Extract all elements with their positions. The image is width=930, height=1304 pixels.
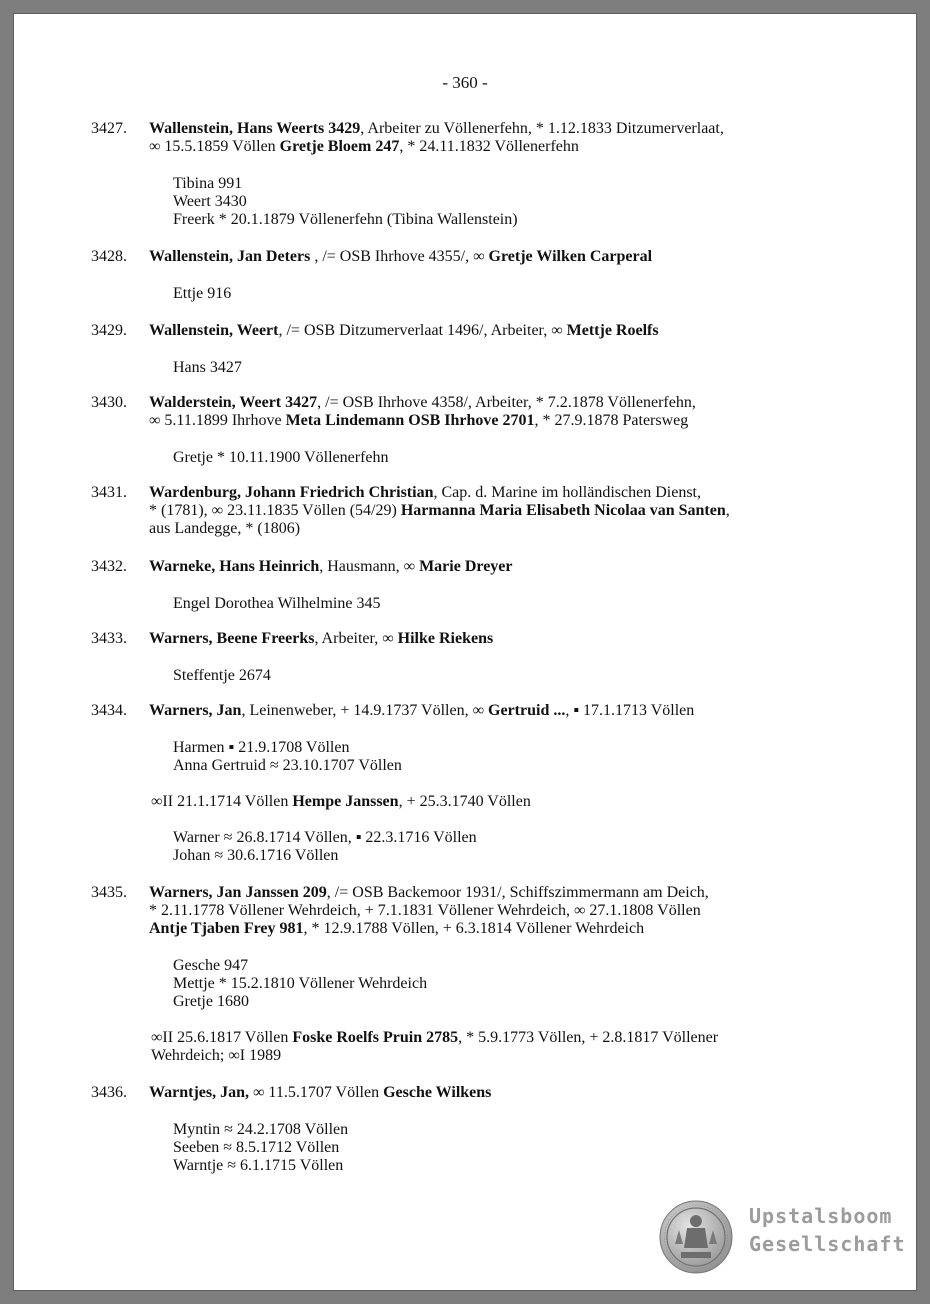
text-line <box>173 993 852 1011</box>
text-line <box>149 1084 852 1102</box>
name-bold: Gretje Bloem 247 <box>279 138 400 155</box>
text-segment: Weert 3430 <box>173 193 247 210</box>
text-line <box>173 1121 852 1139</box>
text-line <box>149 702 852 720</box>
name-bold: Warners, Jan <box>149 702 242 719</box>
entry-3427 <box>91 120 852 228</box>
text-segment: ∞II 25.6.1817 Völlen <box>151 1029 293 1046</box>
text-segment: Gretje * 10.11.1900 Völlenerfehn <box>173 449 389 466</box>
text-line <box>151 1047 852 1065</box>
entry-number: 3433. <box>91 630 127 647</box>
text-line <box>173 975 852 993</box>
entry-number: 3429. <box>91 322 127 339</box>
text-line <box>173 829 852 847</box>
name-bold: Foske Roelfs Pruin 2785 <box>292 1029 459 1046</box>
child-list <box>173 359 852 377</box>
entry-3433 <box>91 630 852 684</box>
text-line <box>149 484 852 502</box>
child-list <box>173 739 852 775</box>
child-list <box>173 829 852 865</box>
text-segment: Tibina 991 <box>173 175 243 192</box>
text-segment: Mettje * 15.2.1810 Völlener Wehrdeich <box>173 975 428 992</box>
entry-3431 <box>92 484 852 538</box>
text-segment: Myntin ≈ 24.2.1708 Völlen <box>173 1121 349 1138</box>
remarriage-line <box>151 793 852 811</box>
text-segment: * (1781), ∞ 23.11.1835 Völlen (54/29) <box>149 502 401 519</box>
name-bold: Meta Lindemann OSB Ihrhove 2701 <box>285 412 535 429</box>
entry-main <box>149 120 852 156</box>
entry-3435 <box>91 884 852 1064</box>
text-segment: Seeben ≈ 8.5.1712 Völlen <box>173 1139 340 1156</box>
text-line <box>173 847 852 865</box>
text-line <box>173 175 852 193</box>
entry-number: 3434. <box>91 702 127 719</box>
name-bold: Warners, Jan Janssen 209 <box>149 884 327 901</box>
remarriage-line <box>151 1029 852 1065</box>
entry-3432 <box>91 558 852 612</box>
text-segment: Johan ≈ 30.6.1716 Völlen <box>173 847 339 864</box>
child-list <box>173 449 852 467</box>
text-segment: ∞ 15.5.1859 Völlen <box>149 138 280 155</box>
entry-main <box>149 630 852 648</box>
text-segment: ∞ 11.5.1707 Völlen <box>249 1084 384 1101</box>
text-line <box>149 412 852 430</box>
text-line <box>149 558 852 576</box>
text-line <box>149 322 852 340</box>
text-segment: , <box>725 502 730 519</box>
text-segment: Warntje ≈ 6.1.1715 Völlen <box>173 1157 344 1174</box>
text-segment: , Arbeiter, ∞ <box>314 630 398 647</box>
child-list <box>173 285 852 303</box>
text-segment: , * 27.9.1878 Patersweg <box>534 412 689 429</box>
name-bold: Wallenstein, Jan Deters <box>149 248 311 265</box>
entry-number: 3430. <box>91 394 127 411</box>
text-line <box>149 394 852 412</box>
entry-number: 3428. <box>91 248 127 265</box>
text-segment: ∞ 5.11.1899 Ihrhove <box>149 412 286 429</box>
name-bold: Wallenstein, Weert <box>149 322 279 339</box>
name-bold: Walderstein, Weert 3427 <box>149 394 318 411</box>
text-segment: Anna Gertruid ≈ 23.10.1707 Völlen <box>173 757 402 774</box>
text-segment: , /= OSB Backemoor 1931/, Schiffszimmermann am Deich, <box>326 884 709 901</box>
page-number: - 360 - <box>442 73 488 92</box>
name-bold: Warntjes, Jan, <box>149 1084 249 1101</box>
entry-number: 3427. <box>91 120 127 137</box>
name-bold: Mettje Roelfs <box>566 322 659 339</box>
text-segment: , Leinenweber, + 14.9.1737 Völlen, ∞ <box>241 702 489 719</box>
entry-main <box>149 702 852 720</box>
name-bold: Gesche Wilkens <box>383 1084 492 1101</box>
text-segment: , ▪ 17.1.1713 Völlen <box>565 702 695 719</box>
text-segment: , * 5.9.1773 Völlen, + 2.8.1817 Völlener <box>458 1029 719 1046</box>
child-list <box>173 595 852 613</box>
text-segment: Gretje 1680 <box>173 993 249 1010</box>
society-logo <box>659 1198 921 1278</box>
text-line <box>173 193 852 211</box>
name-bold: Wardenburg, Johann Friedrich Christian <box>149 484 434 501</box>
name-bold: Marie Dreyer <box>419 558 513 575</box>
text-segment: , * 12.9.1788 Völlen, + 6.3.1814 Völlener Wehrdeich <box>303 920 645 937</box>
entry-3436 <box>91 1084 852 1174</box>
text-line <box>173 449 852 467</box>
name-bold: Hempe Janssen <box>292 793 399 810</box>
text-line <box>173 359 852 377</box>
child-list <box>173 175 852 229</box>
text-segment: Hans 3427 <box>173 359 242 376</box>
text-segment: Wehrdeich; ∞I 1989 <box>151 1047 282 1064</box>
text-segment: , Cap. d. Marine im holländischen Dienst, <box>433 484 701 501</box>
text-line <box>173 667 852 685</box>
text-line <box>149 248 852 266</box>
entry-main <box>149 248 852 266</box>
text-line <box>173 957 852 975</box>
text-line <box>173 595 852 613</box>
text-segment: Steffentje 2674 <box>173 667 271 684</box>
entry-3430 <box>91 394 852 466</box>
text-line <box>173 739 852 757</box>
text-segment: , /= OSB Ditzumerverlaat 1496/, Arbeiter, ∞ <box>278 322 567 339</box>
entry-main <box>149 394 852 430</box>
text-line <box>149 630 852 648</box>
text-segment: , * 24.11.1832 Völlenerfehn <box>399 138 579 155</box>
text-line <box>151 1029 852 1047</box>
society-name-line1: Upstalsboom <box>749 1204 893 1228</box>
name-bold: Hilke Riekens <box>397 630 494 647</box>
entry-main <box>149 322 852 340</box>
text-segment: aus Landegge, * (1806) <box>149 520 301 537</box>
text-segment: Gesche 947 <box>173 957 249 974</box>
text-line <box>149 884 852 902</box>
text-segment: Harmen ▪ 21.9.1708 Völlen <box>173 739 350 756</box>
text-segment: , Hausmann, ∞ <box>319 558 420 575</box>
text-line <box>149 120 852 138</box>
entry-number: 3436. <box>91 1084 127 1101</box>
text-line <box>149 502 852 520</box>
text-segment: ∞II 21.1.1714 Völlen <box>151 793 293 810</box>
entry-main <box>149 884 852 938</box>
text-line <box>149 920 852 938</box>
entry-main <box>149 1084 852 1102</box>
text-segment: , + 25.3.1740 Völlen <box>398 793 531 810</box>
text-line <box>149 138 852 156</box>
entry-main <box>149 484 852 538</box>
text-line <box>149 520 852 538</box>
child-list <box>173 1121 852 1175</box>
entry-number: 3431. <box>91 484 127 501</box>
text-segment: , /= OSB Ihrhove 4358/, Arbeiter, * 7.2.1878 Völlenerfehn, <box>317 394 696 411</box>
name-bold: Gertruid ... <box>488 702 566 719</box>
text-segment: , /= OSB Ihrhove 4355/, ∞ <box>310 248 489 265</box>
name-bold: Warneke, Hans Heinrich <box>149 558 320 575</box>
text-line <box>149 902 852 920</box>
society-name-line2: Gesellschaft <box>749 1232 906 1256</box>
name-bold: Warners, Beene Freerks <box>149 630 315 647</box>
text-line <box>173 285 852 303</box>
name-bold: Wallenstein, Hans Weerts 3429 <box>149 120 361 137</box>
text-line <box>173 757 852 775</box>
entry-number: 3435. <box>91 884 127 901</box>
child-list <box>173 667 852 685</box>
text-segment: Ettje 916 <box>173 285 232 302</box>
text-segment: Warner ≈ 26.8.1714 Völlen, ▪ 22.3.1716 Völlen <box>173 829 477 846</box>
text-segment: , Arbeiter zu Völlenerfehn, * 1.12.1833 Ditzumerverlaat, <box>360 120 724 137</box>
entry-number: 3432. <box>91 558 127 575</box>
seal-icon <box>659 1200 733 1274</box>
entry-3429 <box>91 322 852 376</box>
child-list <box>173 957 852 1011</box>
text-segment: * 2.11.1778 Völlener Wehrdeich, + 7.1.1831 Völlener Wehrdeich, ∞ 27.1.1808 Völlen <box>149 902 701 919</box>
name-bold: Harmanna Maria Elisabeth Nicolaa van Santen <box>400 502 726 519</box>
name-bold: Antje Tjaben Frey 981 <box>149 920 304 937</box>
entry-3428 <box>91 248 852 302</box>
text-line <box>173 1139 852 1157</box>
document-page <box>14 14 916 1290</box>
text-line <box>151 793 852 811</box>
name-bold: Gretje Wilken Carperal <box>488 248 653 265</box>
text-line <box>173 211 852 229</box>
entry-main <box>149 558 852 576</box>
entry-3434 <box>91 702 852 864</box>
text-line <box>173 1157 852 1175</box>
text-segment: Freerk * 20.1.1879 Völlenerfehn (Tibina Wallenstein) <box>173 211 518 228</box>
text-segment: Engel Dorothea Wilhelmine 345 <box>173 595 381 612</box>
